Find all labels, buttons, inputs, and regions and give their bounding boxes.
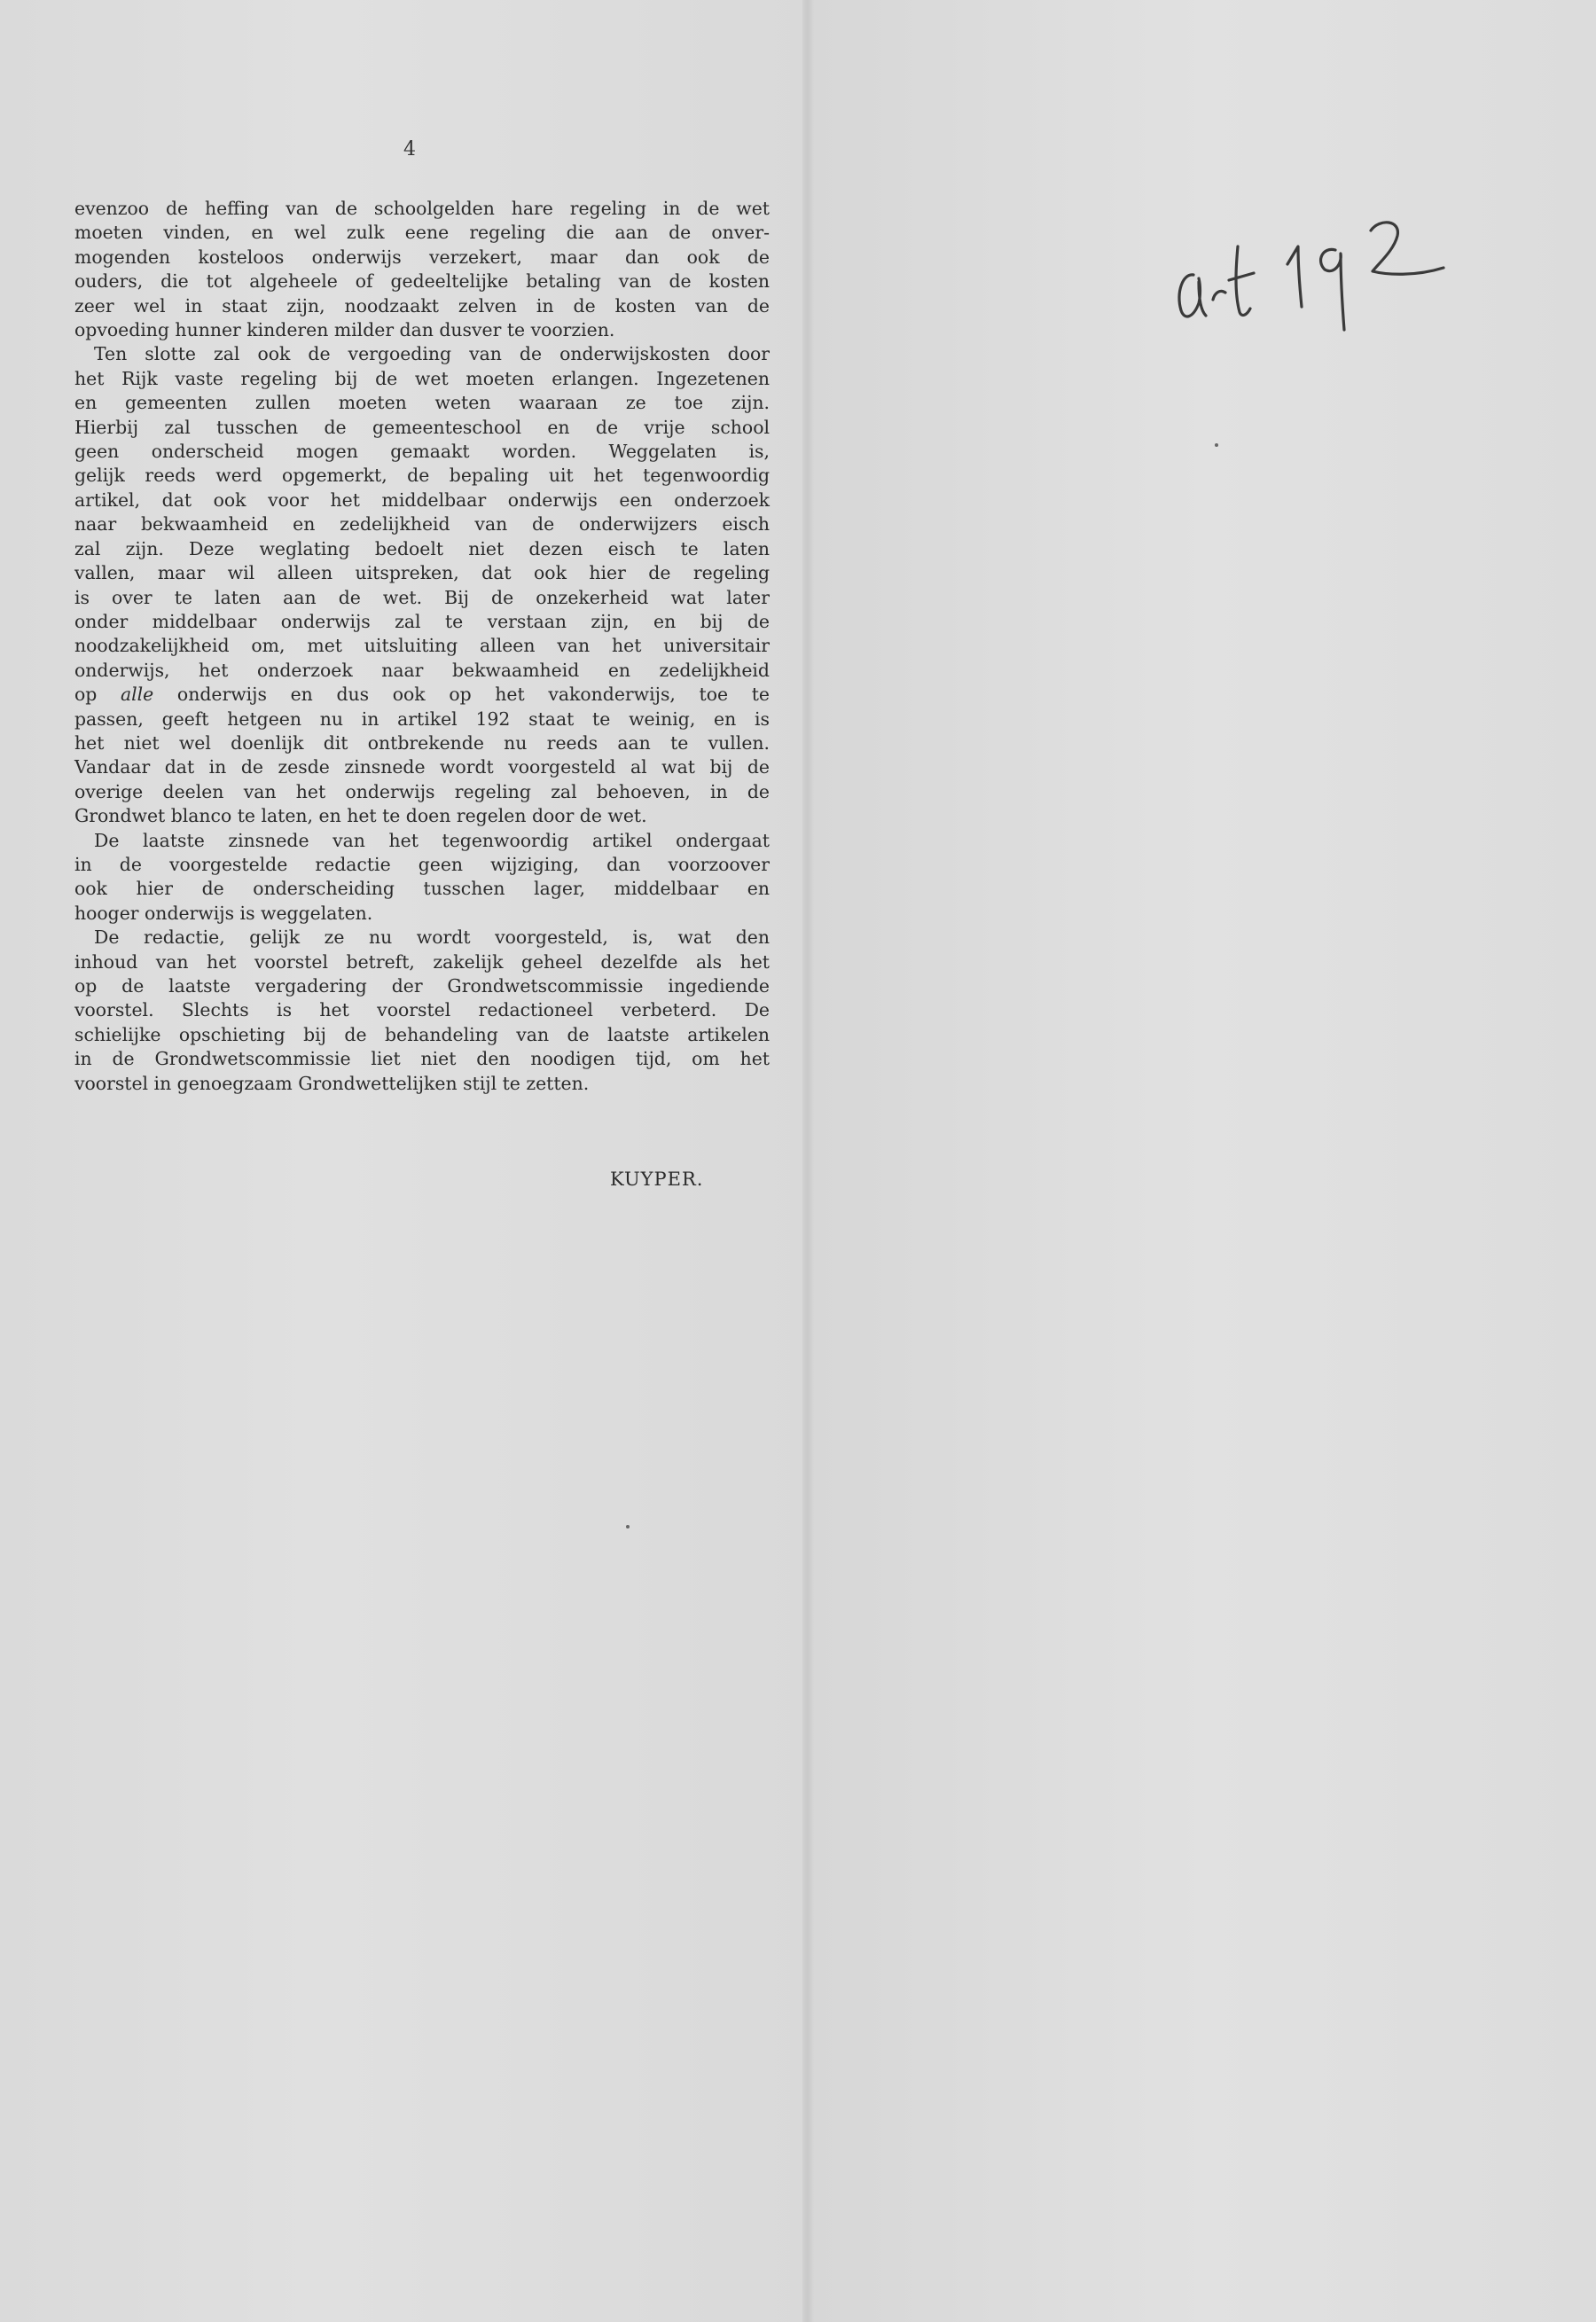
- paper-speck: [626, 1525, 630, 1528]
- text-line: naar bekwaamheid en zedelijkheid van de onderwijzers eisch: [74, 513, 770, 536]
- text-line: Grondwet blanco te laten, en het te doen regelen door de wet.: [74, 805, 647, 827]
- text-line: noodzakelijkheid om, met uitsluiting alleen van het universitair: [74, 635, 770, 657]
- right-page: [815, 0, 1596, 2322]
- text-line: in de voorgestelde redactie geen wijziging, dan voorzoover: [74, 853, 770, 875]
- emphasis: alle: [120, 684, 154, 706]
- text-line: Vandaar dat in de zesde zinsnede wordt voorgesteld al wat bij de: [74, 756, 770, 778]
- body-text: [74, 197, 770, 1096]
- text-line: op de laatste vergadering der Grondwetscommissie ingediende: [74, 975, 770, 997]
- text-line: zal zijn. Deze weglating bedoelt niet dezen eisch te laten: [74, 537, 770, 559]
- text-line: op alle onderwijs en dus ook op het vakonderwijs, toe te: [74, 684, 770, 706]
- text-line: opvoeding hunner kinderen milder dan dusver te voorzien.: [74, 319, 615, 341]
- text-line: overige deelen van het onderwijs regeling zal behoeven, in de: [74, 780, 770, 802]
- text-line: vallen, maar wil alleen uitspreken, dat ook hier de regeling: [74, 562, 770, 584]
- page-fold: [802, 0, 815, 2322]
- text-line: onderwijs, het onderzoek naar bekwaamheid en zedelijkheid: [74, 659, 770, 681]
- handwritten-annotation: [1162, 211, 1454, 344]
- text-line: zeer wel in staat zijn, noodzaakt zelven in de kosten van de: [74, 294, 770, 317]
- text-line: en gemeenten zullen moeten weten waaraan ze toe zijn.: [74, 392, 770, 414]
- handwriting-icon: [1162, 211, 1454, 344]
- text-line: De laatste zinsnede van het tegenwoordig artikel ondergaat: [94, 829, 770, 851]
- text-line: schielijke opschieting bij de behandeling van de laatste artikelen: [74, 1023, 770, 1045]
- page-number: 4: [403, 138, 416, 160]
- text-line: het niet wel doenlijk dit ontbrekende nu reeds aan te vullen.: [74, 731, 770, 754]
- paper-speck: [1215, 443, 1218, 447]
- text-line: moeten vinden, en wel zulk eene regeling die aan de onver-: [74, 222, 770, 244]
- text-line: het Rijk vaste regeling bij de wet moeten erlangen. Ingezetenen: [74, 367, 770, 389]
- text-line: gelijk reeds werd opgemerkt, de bepaling uit het tegenwoordig: [74, 465, 770, 487]
- text-line: voorstel in genoegzaam Grondwettelijken stijl te zetten.: [74, 1072, 590, 1094]
- text-line: ook hier de onderscheiding tusschen lager, middelbaar en: [74, 878, 770, 900]
- text-line: is over te laten aan de wet. Bij de onzekerheid wat later: [74, 586, 770, 608]
- text-line: Ten slotte zal ook de vergoeding van de onderwijskosten door: [94, 343, 770, 365]
- text-line: artikel, dat ook voor het middelbaar onderwijs een onderzoek: [74, 489, 770, 511]
- text-line: ouders, die tot algeheele of gedeeltelijke betaling van de kosten: [74, 270, 770, 293]
- text-line: De redactie, gelijk ze nu wordt voorgesteld, is, wat den: [94, 926, 770, 949]
- signature: KUYPER.: [610, 1169, 704, 1190]
- text-line: evenzoo de heffing van de schoolgelden hare regeling in de wet: [74, 198, 770, 219]
- text-line: passen, geeft hetgeen nu in artikel 192 staat te weinig, en is: [74, 708, 770, 730]
- text-line: Hierbij zal tusschen de gemeenteschool en de vrije school: [74, 416, 770, 438]
- text-line: inhoud van het voorstel betreft, zakelijk geheel dezelfde als het: [74, 950, 770, 973]
- text-line: in de Grondwetscommissie liet niet den noodigen tijd, om het: [74, 1048, 770, 1070]
- text-line: onder middelbaar onderwijs zal te verstaan zijn, en bij de: [74, 610, 770, 632]
- text-line: mogenden kosteloos onderwijs verzekert, maar dan ook de: [74, 246, 770, 268]
- text-line: geen onderscheid mogen gemaakt worden. Weggelaten is,: [74, 441, 770, 463]
- text-line: voorstel. Slechts is het voorstel redactioneel verbeterd. De: [74, 999, 770, 1021]
- text-line: hooger onderwijs is weggelaten.: [74, 902, 373, 924]
